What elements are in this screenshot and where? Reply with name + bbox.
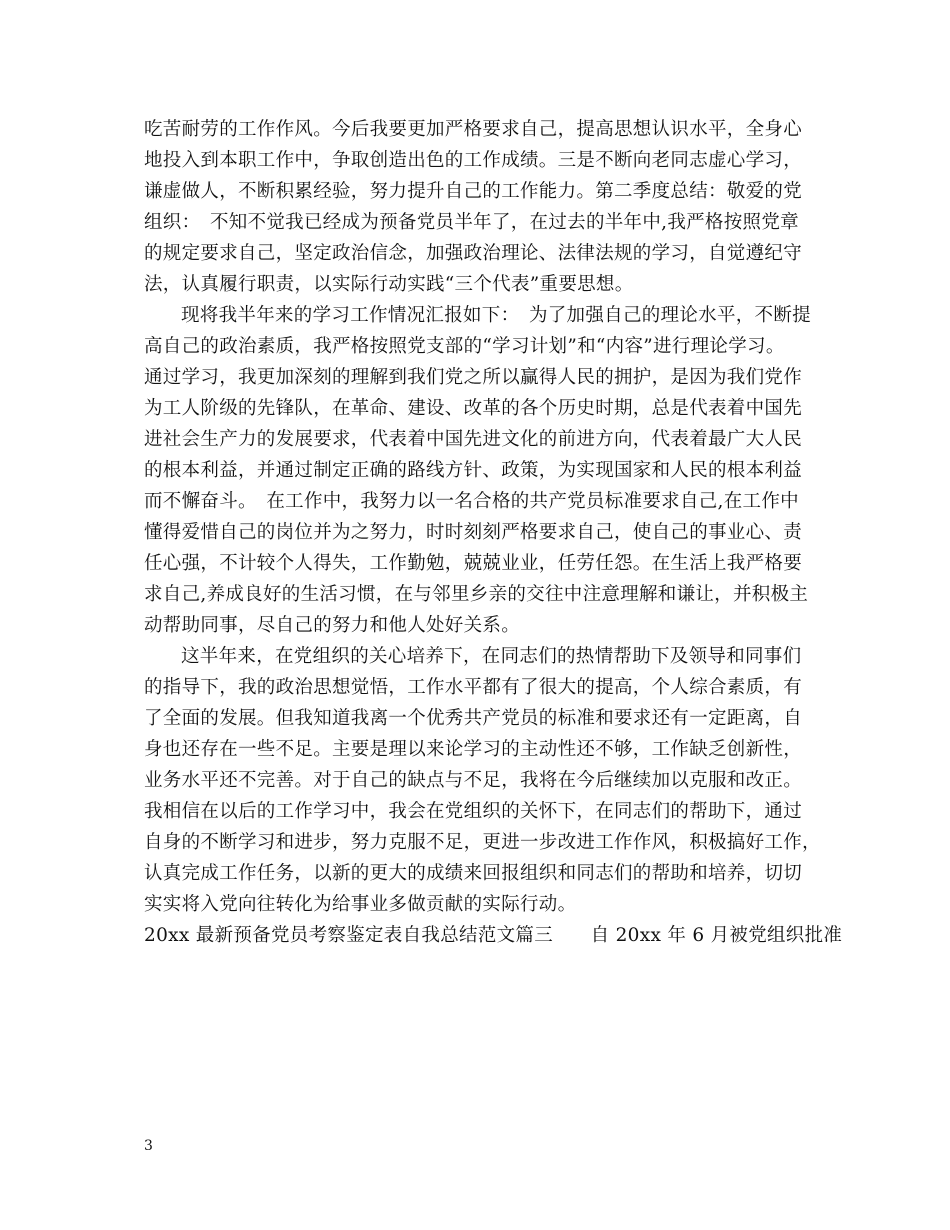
- next-article-heading: 20xx 最新预备党员考察鉴定表自我总结范文篇三 自 20xx 年 6 月被党组织批准: [144, 925, 843, 946]
- text-line: 懂得爱惜自己的岗位并为之努力，时时刻刻严格要求自己，使自己的事业心、责: [144, 522, 803, 543]
- text-line: 我相信在以后的工作学习中，我会在党组织的关怀下，在同志们的帮助下，通过: [144, 801, 803, 822]
- text-line: 的指导下，我的政治思想觉悟，工作水平都有了很大的提高，个人综合素质，有: [144, 677, 803, 698]
- text-line: 的规定要求自己，坚定政治信念，加强政治理论、法律法规的学习，自觉遵纪守: [144, 243, 803, 264]
- text-line: 高自己的政治素质，我严格按照党支部的“学习计划”和“内容”进行理论学习。: [144, 336, 785, 357]
- text-line: 组织： 不知不觉我已经成为预备党员半年了，在过去的半年中,我严格按照党章: [144, 212, 799, 233]
- text-line: 吃苦耐劳的工作作风。今后我要更加严格要求自己，提高思想认识水平，全身心: [144, 119, 803, 140]
- document-body: [144, 114, 843, 951]
- text-line: 任心强，不计较个人得失，工作勤勉，兢兢业业，任劳任怨。在生活上我严格要: [144, 553, 803, 574]
- text-line: 进社会生产力的发展要求，代表着中国先进文化的前进方向，代表着最广大人民: [144, 429, 803, 450]
- text-line: 了全面的发展。但我知道我离一个优秀共产党员的标准和要求还有一定距离，自: [144, 708, 803, 729]
- paragraph-1: [144, 114, 820, 300]
- text-line: 身也还存在一些不足。主要是理以来论学习的主动性还不够，工作缺乏创新性，: [144, 739, 803, 760]
- page-number: 3: [144, 1138, 153, 1154]
- text-line: 的根本利益，并通过制定正确的路线方针、政策，为实现国家和人民的根本利益: [144, 460, 803, 481]
- text-line: 认真完成工作任务，以新的更大的成绩来回报组织和同志们的帮助和培养，切切: [144, 863, 803, 884]
- text-line: 现将我半年来的学习工作情况汇报如下： 为了加强自己的理论水平，不断提: [181, 305, 811, 326]
- text-line: 自身的不断学习和进步，努力克服不足，更进一步改进工作作风，积极搞好工作，: [144, 832, 821, 853]
- paragraph-3: [144, 641, 820, 920]
- text-line: 实实将入党向往转化为给事业多做贡献的实际行动。: [144, 894, 577, 915]
- text-line: 法，认真履行职责，以实际行动实践“三个代表”重要思想。: [144, 274, 634, 295]
- text-line: 谦虚做人，不断积累经验，努力提升自己的工作能力。第二季度总结：敬爱的党: [144, 181, 803, 202]
- paragraph-2: [144, 300, 820, 641]
- text-line: 地投入到本职工作中，争取创造出色的工作成绩。三是不断向老同志虚心学习，: [144, 150, 803, 171]
- text-line: 求自己,养成良好的生活习惯，在与邻里乡亲的交往中注意理解和谦让，并积极主: [144, 584, 809, 605]
- text-line: 业务水平还不完善。对于自己的缺点与不足，我将在今后继续加以克服和改正。: [144, 770, 803, 791]
- text-line: 动帮助同事，尽自己的努力和他人处好关系。: [144, 615, 521, 636]
- text-line: 而不懈奋斗。 在工作中，我努力以一名合格的共产党员标准要求自己,在工作中: [144, 491, 799, 512]
- text-line: 这半年来，在党组织的关心培养下，在同志们的热情帮助下及领导和同事们: [181, 646, 802, 667]
- text-line: 为工人阶级的先锋队，在革命、建设、改革的各个历史时期，总是代表着中国先: [144, 398, 803, 419]
- text-line: 通过学习，我更加深刻的理解到我们党之所以赢得人民的拥护，是因为我们党作: [144, 367, 803, 388]
